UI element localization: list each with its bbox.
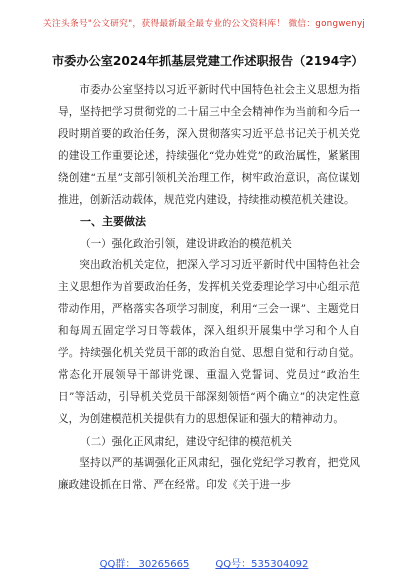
qq-number-link[interactable]: QQ号：535304092 [215,559,309,570]
section-heading-main-practices: 一、主要做法 [80,215,146,229]
subsection-body-political-leadership: 突出政治机关定位，把深入学习习近平新时代中国特色社会主义思想作为首要政治任务，发挥机关党委理论学习中心组示范带动作用，严格落实各项学习制度，利用“三会一课”、主题党日和每周五固定学习日等载体，深入组织开展集中学习和个人自学。持续强化机关党员干部的政治自觉、思想自觉和行动自觉。常态化开展领导干部讲党课、重温入党誓词、党员过“政治生日”等活动，引导机关党员干部深刻领悟“两个确立”的决定性意义，为创建模范机关提供有力的思想保证和强大的精神动力。 [58,259,360,425]
subsection-heading-discipline: （二）强化正风肃纪，建设守纪律的模范机关 [80,435,292,448]
qq-group-link[interactable]: QQ群： 30265665 [99,559,190,570]
promo-banner-text: 关注头条号"公文研究"，获得最新最全最专业的公文资料库！ 微信：gongwenyj [42,18,366,29]
subsection-body-discipline: 坚持以严的基调强化正风肃纪，强化党纪学习教育，把党风廉政建设抓在日常、严在经常。印发《关于进一步 [58,456,360,491]
promo-banner [0,8,408,36]
intro-paragraph: 市委办公室坚持以习近平新时代中国特色社会主义思想为指导，坚持把学习贯彻党的二十届三中全会精神作为当前和今后一段时期首要的政治任务，深入贯彻落实习近平总书记关于机关党的建设工作重要论述，持续强化“党办姓党”的政治属性，紧紧围绕创建“五星”支部引领机关治理工作，树牢政治意识，高位谋划推进，创新活动载体，规范党内建设，持续推动模范机关建设。 [58,84,360,206]
contact-footer [0,555,408,570]
subsection-heading-political-leadership: （一）强化政治引领，建设讲政治的模范机关 [80,238,292,251]
document-page [52,36,364,497]
document-title: 市委办公室2024年抓基层党建工作述职报告（2194字） [52,54,364,68]
